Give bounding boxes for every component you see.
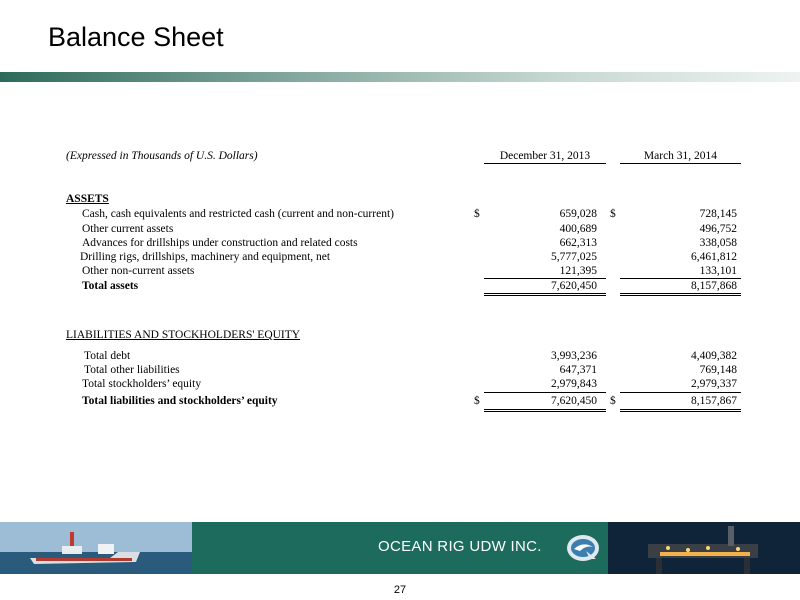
table-row [0, 378, 800, 392]
liabilities-heading: LIABILITIES AND STOCKHOLDERS' EQUITY [66, 329, 301, 341]
value-mar-2014: 496,752 [699, 223, 737, 235]
offshore-rig-photo [608, 522, 800, 574]
row-label: Total other liabilities [84, 364, 180, 376]
value-mar-2014: 133,101 [699, 265, 737, 277]
table-row [0, 223, 800, 237]
title-rule [0, 72, 800, 82]
table-row [0, 364, 800, 378]
total-double-rule [484, 409, 606, 412]
value-dec-2013: 3,993,236 [551, 350, 597, 362]
currency-symbol: $ [610, 395, 616, 407]
ocean-rig-logo-icon [566, 533, 600, 563]
total-double-rule [620, 293, 741, 296]
currency-symbol: $ [610, 208, 616, 220]
value-dec-2013: 659,028 [559, 208, 597, 220]
value-mar-2014: 8,157,868 [691, 280, 737, 292]
table-row [0, 208, 800, 222]
row-label: Total liabilities and stockholders’ equity [82, 395, 278, 407]
company-name: OCEAN RIG UDW INC. [378, 538, 542, 555]
value-dec-2013: 7,620,450 [551, 395, 597, 407]
value-dec-2013: 662,313 [559, 237, 597, 249]
currency-symbol: $ [474, 395, 480, 407]
value-mar-2014: 8,157,867 [691, 395, 737, 407]
row-label: Total debt [84, 350, 131, 362]
assets-heading: ASSETS [66, 193, 109, 205]
column-header-dec-2013: December 31, 2013 [484, 150, 606, 164]
total-double-rule [484, 293, 606, 296]
units-note: (Expressed in Thousands of U.S. Dollars) [66, 150, 258, 162]
value-mar-2014: 338,058 [699, 237, 737, 249]
value-dec-2013: 2,979,843 [551, 378, 597, 390]
table-row-total [0, 395, 800, 409]
value-dec-2013: 121,395 [559, 265, 597, 277]
subtotal-rule [620, 392, 741, 393]
page-number: 27 [393, 584, 407, 596]
row-label: Drilling rigs, drillships, machinery and equipment, net [80, 251, 331, 263]
value-mar-2014: 769,148 [699, 364, 737, 376]
row-label: Cash, cash equivalents and restricted cash (current and non-current) [82, 208, 394, 220]
table-row [0, 237, 800, 251]
value-dec-2013: 400,689 [559, 223, 597, 235]
row-label: Total assets [82, 280, 139, 292]
subtotal-rule [484, 392, 606, 393]
value-mar-2014: 4,409,382 [691, 350, 737, 362]
total-double-rule [620, 409, 741, 412]
value-dec-2013: 7,620,450 [551, 280, 597, 292]
table-row [0, 350, 800, 364]
row-label: Other current assets [82, 223, 174, 235]
subtotal-rule [620, 278, 741, 279]
currency-symbol: $ [474, 208, 480, 220]
drillship-photo [0, 522, 192, 574]
value-mar-2014: 2,979,337 [691, 378, 737, 390]
table-row [0, 251, 800, 265]
subtotal-rule [484, 278, 606, 279]
row-label: Advances for drillships under construction and related costs [82, 237, 358, 249]
row-label: Total stockholders’ equity [82, 378, 202, 390]
table-row-total [0, 280, 800, 294]
column-header-mar-2014: March 31, 2014 [620, 150, 741, 164]
value-dec-2013: 647,371 [559, 364, 597, 376]
page-title: Balance Sheet [48, 22, 224, 52]
footer-banner [0, 522, 800, 574]
value-mar-2014: 6,461,812 [691, 251, 737, 263]
value-dec-2013: 5,777,025 [551, 251, 597, 263]
table-row [0, 265, 800, 279]
value-mar-2014: 728,145 [699, 208, 737, 220]
row-label: Other non-current assets [82, 265, 195, 277]
